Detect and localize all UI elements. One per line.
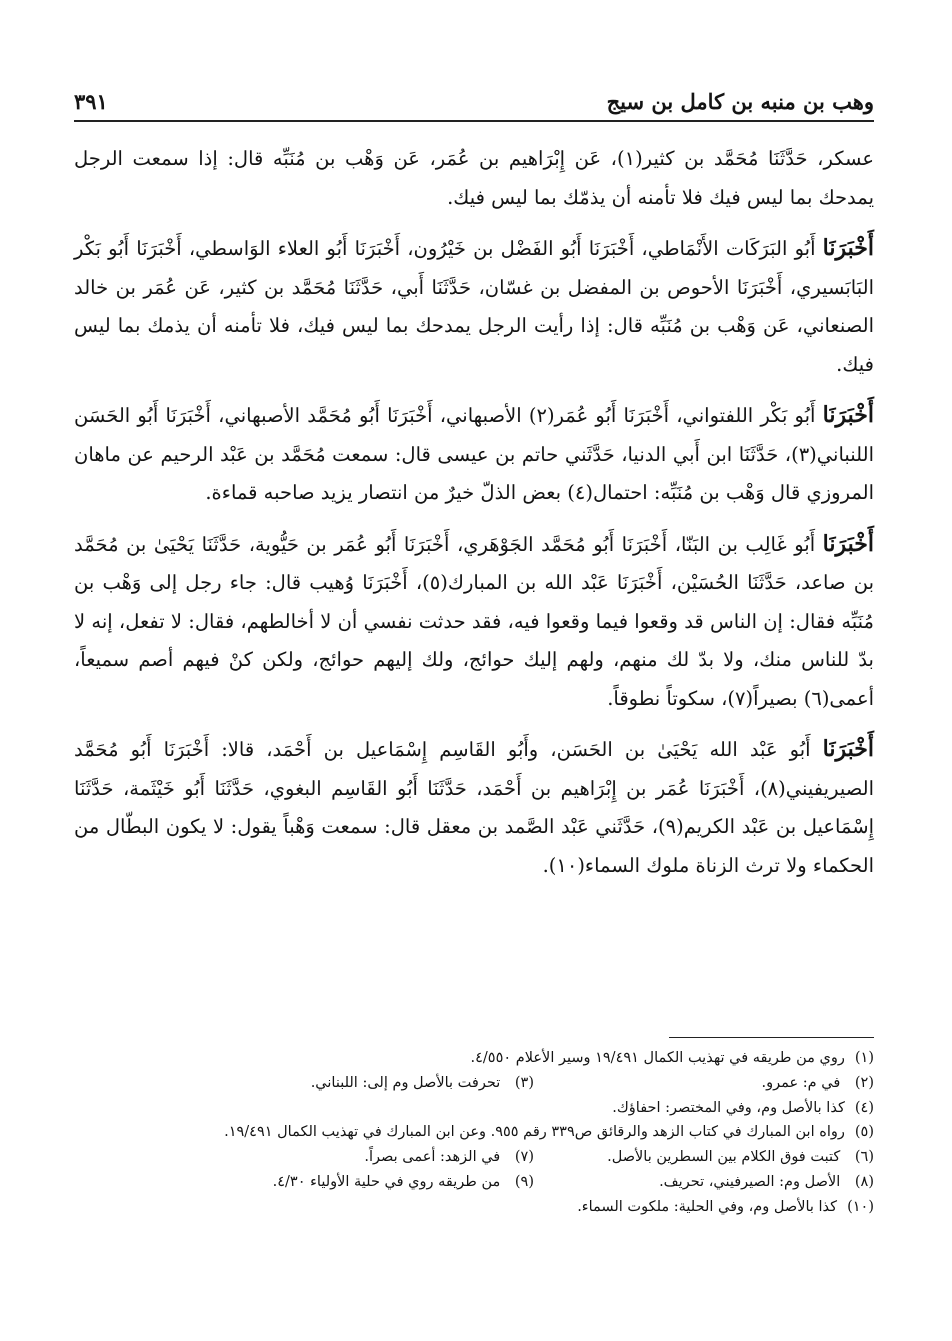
footnote-number: (٩) [514, 1173, 534, 1190]
paragraph-5 [74, 730, 874, 885]
footnote-cell [364, 1145, 574, 1170]
footnote-line [74, 1071, 874, 1096]
main-text [74, 140, 874, 897]
paragraph-text: أَبُو عَبْد الله يَحْيَىٰ بن الحَسَن، وأَبُو القَاسِم إِسْمَاعيل بن أَحْمَد، قالا: أَخْبَرَنَا أَبُو مُحَمَّد الصيريفيني(٨)، أَخْبَرَنَا عُمَر بن إِبْرَاهيم بن أَحْمَد، حَدَّثَنَا أَبُو القَاسِم البغوي، حَدَّثَنَا أَبُو خَيْثَمة، حَدَّثَنَا إِسْمَاعيل بن عَبْد الكريم(٩)، حَدَّثَني عَبْد الصَّمد بن معقل قال: سمعت وَهْباً يقول: لا يكون البطّال من الحكماء ولا ترث الزناة ملوك السماء(١٠). [74, 738, 874, 877]
footnote-number: (٥) [854, 1124, 874, 1141]
paragraph-2 [74, 229, 874, 384]
footnote-number: (٧) [514, 1149, 534, 1166]
footnote-text: تحرفت بالأصل وم إلى: اللبناني. [310, 1074, 501, 1091]
paragraph-lead: أَخْبَرَنَا [822, 235, 874, 261]
footnote-text: كذا بالأصل وم، وفي الحلية: ملكوت السماء. [577, 1198, 838, 1215]
footnote-text: في الزهد: أعمى بصراً. [364, 1149, 501, 1166]
paragraph-lead: أَخْبَرَنَا [822, 530, 874, 557]
footnotes [74, 1046, 874, 1220]
footnote-number: (٨) [854, 1173, 874, 1190]
footnote-line [74, 1195, 874, 1220]
footnote-text: الأصل وم: الصيرفيني، تحريف. [659, 1173, 841, 1190]
paragraph-text: أَبُو البَرَكَات الأَنْمَاطي، أَخْبَرَنَا أَبُو الفَضْل بن خَيْرُون، أَخْبَرَنَا أَبُو العلاء الوَاسطي، أَخْبَرَنَا أَبُو بَكْر البَابَسيري، أَخْبَرَنَا الأحوص بن المفضل بن غسّان، حَدَّثَنَا أَبي، حَدَّثَنَا مُحَمَّد بن كثير، عَن عُمَر بن خالد الصنعاني، عَن وَهْب بن مُنَبِّه قال: إذا رأيت الرجل يمدحك بما ليس فيك، فلا تأمنه أن يذمك بما ليس فيك. [74, 237, 874, 376]
page-number: ٣٩١ [74, 89, 108, 114]
running-head [74, 78, 874, 114]
footnote-cell [273, 1170, 574, 1195]
footnote-text: رواه ابن المبارك في كتاب الزهد والرقائق ص٣٣٩ رقم ٩٥٥. وعن ابن المبارك في تهذيب الكمال ١٩/٤٩١. [224, 1124, 845, 1141]
footnote-line [74, 1120, 874, 1145]
footnote-line [74, 1096, 874, 1121]
footnote-cell [574, 1071, 874, 1096]
paragraph-text: أَبُو بَكْر اللفتواني، أَخْبَرَنَا أَبُو عُمَر(٢) الأصبهاني، أَخْبَرَنَا أَبُو مُحَمَّد الأصبهاني، أَخْبَرَنَا أَبُو الحَسَن اللنباني(٣)، حَدَّثَنَا ابن أَبي الدنيا، حَدَّثَني حاتم بن عيسى قال: سمعت مُحَمَّد بن عَبْد الرحيم عن ماهان المروزي قال وَهْب بن مُنَبِّه: احتمال(٤) بعض الذلّ خيرٌ من انتصار يزيد صاحبه قماءة. [74, 404, 874, 504]
footnote-line [74, 1145, 874, 1170]
footnote-cell [574, 1145, 874, 1170]
footnote-cell [574, 1170, 874, 1195]
paragraph-4 [74, 525, 874, 719]
footnote-number: (٦) [854, 1149, 874, 1166]
paragraph-lead: أَخْبَرَنَا [822, 402, 874, 428]
paragraph-text: عسكر، حَدَّثَنَا مُحَمَّد بن كثير(١)، عَن إِبْرَاهيم بن عُمَر، عَن وَهْب بن مُنَبِّه قال: إذا سمعت الرجل يمدحك بما ليس فيك فلا تأمنه أن يذمّك بما ليس فيك. [74, 147, 875, 209]
footnote-text: روي من طريقه في تهذيب الكمال ١٩/٤٩١ وسير الأعلام ٤/٥٥٠. [470, 1050, 845, 1066]
paragraph-lead: أَخْبَرَنَا [822, 736, 874, 762]
footnote-number: (١) [854, 1050, 874, 1066]
footnote-number: (٢) [854, 1074, 874, 1091]
footnote-number: (٣) [514, 1074, 534, 1091]
footnote-text: كذا بالأصل وم، وفي المختصر: احفاؤك. [612, 1099, 845, 1116]
running-title: وهب بن منبه بن كامل بن سيج [606, 89, 874, 114]
footnote-text: كتبت فوق الكلام بين السطرين بالأصل. [607, 1149, 841, 1166]
footnote-line [74, 1046, 874, 1071]
paragraph-1 [74, 140, 874, 217]
footnote-text: في م: عمرو. [761, 1074, 841, 1091]
footnote-rule [669, 1037, 874, 1038]
paragraph-text: أَبُو غَالِب بن البَنّا، أَخْبَرَنَا أَبُو مُحَمَّد الجَوْهَري، أَخْبَرَنَا أَبُو عُمَر بن حَيُّوية، حَدَّثَنَا يَحْيَىٰ بن مُحَمَّد بن صاعد، حَدَّثَنَا الحُسَيْن، أَخْبَرَنَا عَبْد الله بن المبارك(٥)، أَخْبَرَنَا وُهيب قال: جاء رجل إلى وَهْب بن مُنَبِّه فقال: إن الناس قد وقعوا فيما وقعوا فيه، فقد حدثت نفسي أن لا أخالطهم، فقال: لا تفعل، إنه لا بدّ للناس منك، ولا بدّ لك منهم، ولهم إليك حوائج، ولك إليهم حوائج، ولكن كنْ فيهم أصم سميعاً، أعمى(٦) بصيراً(٧)، سكوتاً نطوقاً. [74, 532, 874, 710]
header-rule [74, 120, 874, 122]
footnote-line [74, 1170, 874, 1195]
footnote-cell [311, 1071, 574, 1096]
paragraph-3 [74, 396, 874, 513]
footnote-number: (١٠) [847, 1198, 874, 1215]
footnote-number: (٤) [854, 1099, 874, 1116]
footnote-text: من طريقه روي في حلية الأولياء ٤/٣٠. [272, 1173, 501, 1190]
